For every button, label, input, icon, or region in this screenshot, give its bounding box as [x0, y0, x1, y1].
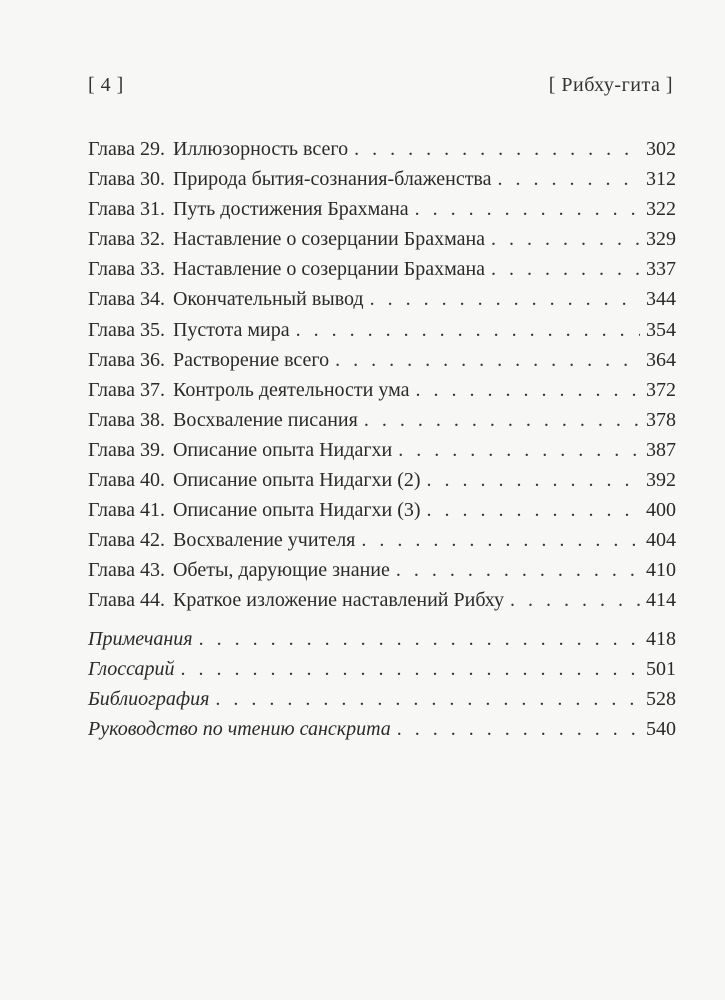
chapter-number: Глава 44.	[88, 589, 165, 612]
chapter-number: Глава 41.	[88, 499, 165, 522]
toc-entry	[88, 589, 676, 619]
running-header	[88, 74, 673, 97]
toc-entry	[88, 499, 676, 529]
dot-leader	[415, 379, 640, 402]
chapter-title: Растворение всего	[172, 348, 330, 371]
chapter-title: Окончательный вывод	[172, 288, 364, 311]
page-ref: 329	[646, 228, 676, 251]
chapter-number: Глава 38.	[88, 408, 165, 431]
dot-leader	[396, 559, 640, 582]
chapter-title: Восхваление писания	[172, 408, 358, 431]
chapter-title: Описание опыта Нидагхи (2)	[172, 469, 421, 492]
dot-leader	[370, 288, 640, 311]
appendix-title: Библиография	[88, 687, 210, 710]
page-ref: 392	[646, 469, 676, 492]
chapter-title: Природа бытия-сознания-блаженства	[172, 168, 492, 191]
page-ref: 364	[646, 348, 676, 371]
page-ref: 322	[646, 198, 676, 221]
chapter-number: Глава 33.	[88, 258, 165, 281]
toc-entry	[88, 349, 676, 379]
dot-leader	[397, 718, 640, 741]
toc-entry	[88, 469, 676, 499]
toc-entry	[88, 559, 676, 589]
appendix-title: Примечания	[88, 627, 193, 650]
page-ref: 410	[646, 559, 676, 582]
page-ref: 540	[646, 717, 676, 740]
chapter-title: Иллюзорность всего	[172, 138, 349, 160]
toc-entry	[88, 529, 676, 559]
chapter-number: Глава 30.	[88, 168, 165, 191]
page-ref: 354	[646, 318, 676, 341]
chapter-title: Наставление о созерцании Брахмана	[172, 228, 486, 251]
chapter-number: Глава 43.	[88, 559, 165, 582]
page-ref: 400	[646, 499, 676, 522]
chapter-number: Глава 29.	[88, 138, 165, 160]
dot-leader	[510, 589, 640, 612]
toc-entry	[88, 198, 676, 228]
toc-entry-appendix	[88, 658, 676, 688]
toc-entry	[88, 288, 676, 318]
toc-entry	[88, 228, 676, 258]
appendix-title: Глоссарий	[88, 657, 175, 680]
dot-leader	[491, 258, 640, 281]
toc-entry-appendix	[88, 718, 676, 748]
page-ref: 344	[646, 288, 676, 311]
page-ref: 302	[646, 138, 676, 160]
toc-entry	[88, 319, 676, 349]
chapter-number: Глава 37.	[88, 378, 165, 401]
toc-entry	[88, 439, 676, 469]
dot-leader	[398, 439, 640, 462]
dot-leader	[354, 138, 640, 161]
toc-entry	[88, 409, 676, 439]
chapter-number: Глава 35.	[88, 318, 165, 341]
section-gap	[88, 620, 676, 628]
chapter-number: Глава 39.	[88, 438, 165, 461]
chapter-number: Глава 40.	[88, 469, 165, 492]
dot-leader	[427, 469, 640, 492]
page-ref: 418	[646, 627, 676, 650]
toc-entry	[88, 379, 676, 409]
chapter-title: Восхваление учителя	[172, 529, 356, 552]
chapter-title: Пустота мира	[172, 318, 290, 341]
chapter-number: Глава 34.	[88, 288, 165, 311]
page-ref: 414	[646, 589, 676, 612]
dot-leader	[296, 319, 640, 342]
chapter-title: Контроль деятельности ума	[172, 378, 410, 401]
chapter-number: Глава 32.	[88, 228, 165, 251]
chapter-title: Путь достижения Брахмана	[172, 198, 409, 221]
chapter-title: Описание опыта Нидагхи (3)	[172, 499, 421, 522]
dot-leader	[415, 198, 640, 221]
chapter-number: Глава 42.	[88, 529, 165, 552]
page-ref: 528	[646, 687, 676, 710]
dot-leader	[181, 658, 640, 681]
page-number: [ 4 ]	[88, 74, 124, 96]
page-ref: 387	[646, 438, 676, 461]
page-ref: 372	[646, 378, 676, 401]
table-of-contents	[88, 138, 676, 748]
toc-entry	[88, 258, 676, 288]
dot-leader	[491, 228, 640, 251]
dot-leader	[215, 688, 640, 711]
chapter-title: Наставление о созерцании Брахмана	[172, 258, 486, 281]
toc-entry-appendix	[88, 628, 676, 658]
page-ref: 378	[646, 408, 676, 431]
toc-entry-appendix	[88, 688, 676, 718]
toc-entry	[88, 138, 676, 168]
chapter-title: Обеты, дарующие знание	[172, 559, 390, 582]
book-title: [ Рибху-гита ]	[548, 74, 673, 96]
dot-leader	[498, 168, 641, 191]
appendix-title: Руководство по чтению санскрита	[88, 717, 391, 740]
page-ref: 501	[646, 657, 676, 680]
chapter-number: Глава 31.	[88, 198, 165, 221]
toc-entry	[88, 168, 676, 198]
chapter-number: Глава 36.	[88, 348, 165, 371]
chapter-title: Описание опыта Нидагхи	[172, 438, 393, 461]
chapter-title: Краткое изложение наставлений Рибху	[172, 589, 504, 612]
dot-leader	[364, 409, 640, 432]
dot-leader	[335, 349, 640, 372]
page-ref: 404	[646, 529, 676, 552]
dot-leader	[199, 628, 640, 651]
page-ref: 312	[646, 168, 676, 191]
dot-leader	[427, 499, 640, 522]
page-ref: 337	[646, 258, 676, 281]
dot-leader	[361, 529, 640, 552]
